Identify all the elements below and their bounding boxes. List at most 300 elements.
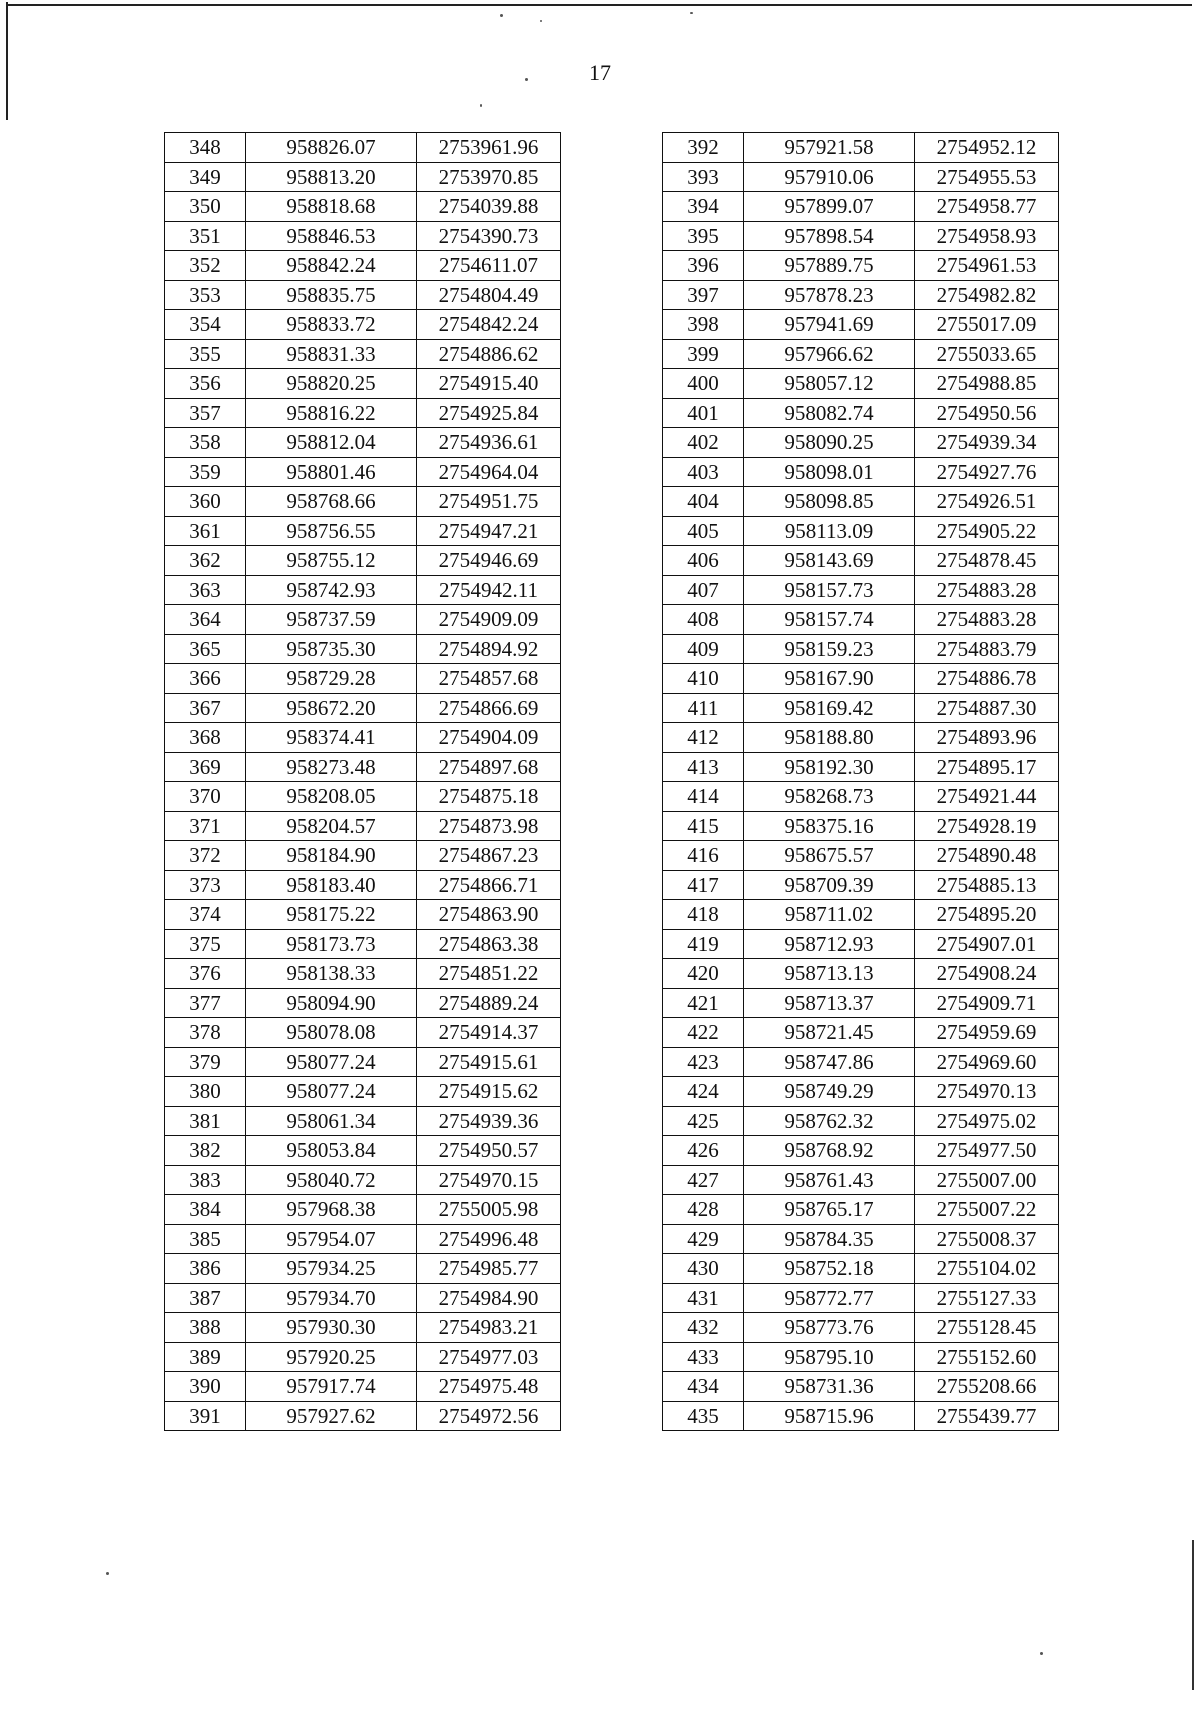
x-coordinate-cell: 958057.12 bbox=[744, 369, 915, 399]
x-coordinate-cell: 958268.73 bbox=[744, 782, 915, 812]
x-coordinate-cell: 958761.43 bbox=[744, 1165, 915, 1195]
point-number-cell: 415 bbox=[663, 811, 744, 841]
x-coordinate-cell: 958831.33 bbox=[246, 339, 417, 369]
y-coordinate-cell: 2754983.21 bbox=[417, 1313, 561, 1343]
x-coordinate-cell: 958208.05 bbox=[246, 782, 417, 812]
table-row bbox=[663, 929, 1059, 959]
x-coordinate-cell: 958053.84 bbox=[246, 1136, 417, 1166]
table-row bbox=[165, 162, 561, 192]
y-coordinate-cell: 2754895.20 bbox=[915, 900, 1059, 930]
x-coordinate-cell: 958729.28 bbox=[246, 664, 417, 694]
x-coordinate-cell: 957921.58 bbox=[744, 133, 915, 163]
point-number-cell: 385 bbox=[165, 1224, 246, 1254]
table-row bbox=[165, 1372, 561, 1402]
coordinates-table-left bbox=[164, 132, 561, 1431]
y-coordinate-cell: 2754895.17 bbox=[915, 752, 1059, 782]
table-row bbox=[663, 1313, 1059, 1343]
point-number-cell: 424 bbox=[663, 1077, 744, 1107]
y-coordinate-cell: 2754970.15 bbox=[417, 1165, 561, 1195]
point-number-cell: 432 bbox=[663, 1313, 744, 1343]
point-number-cell: 383 bbox=[165, 1165, 246, 1195]
y-coordinate-cell: 2754863.38 bbox=[417, 929, 561, 959]
point-number-cell: 364 bbox=[165, 605, 246, 635]
scan-speck bbox=[106, 1572, 109, 1575]
point-number-cell: 395 bbox=[663, 221, 744, 251]
table-row bbox=[165, 280, 561, 310]
y-coordinate-cell: 2755008.37 bbox=[915, 1224, 1059, 1254]
table-row bbox=[663, 428, 1059, 458]
table-row bbox=[663, 133, 1059, 163]
table-row bbox=[165, 1224, 561, 1254]
x-coordinate-cell: 958094.90 bbox=[246, 988, 417, 1018]
y-coordinate-cell: 2755104.02 bbox=[915, 1254, 1059, 1284]
point-number-cell: 359 bbox=[165, 457, 246, 487]
x-coordinate-cell: 958812.04 bbox=[246, 428, 417, 458]
x-coordinate-cell: 958167.90 bbox=[744, 664, 915, 694]
x-coordinate-cell: 957878.23 bbox=[744, 280, 915, 310]
y-coordinate-cell: 2754928.19 bbox=[915, 811, 1059, 841]
x-coordinate-cell: 958818.68 bbox=[246, 192, 417, 222]
table-row bbox=[165, 1106, 561, 1136]
y-coordinate-cell: 2755007.00 bbox=[915, 1165, 1059, 1195]
point-number-cell: 355 bbox=[165, 339, 246, 369]
table-row bbox=[663, 1195, 1059, 1225]
coordinates-table-right bbox=[662, 132, 1059, 1431]
table-row bbox=[165, 133, 561, 163]
table-row bbox=[663, 870, 1059, 900]
x-coordinate-cell: 958773.76 bbox=[744, 1313, 915, 1343]
y-coordinate-cell: 2754951.75 bbox=[417, 487, 561, 517]
point-number-cell: 386 bbox=[165, 1254, 246, 1284]
scan-edge-right bbox=[1192, 1540, 1194, 1690]
table-row bbox=[663, 988, 1059, 1018]
point-number-cell: 420 bbox=[663, 959, 744, 989]
point-number-cell: 404 bbox=[663, 487, 744, 517]
x-coordinate-cell: 957898.54 bbox=[744, 221, 915, 251]
x-coordinate-cell: 957920.25 bbox=[246, 1342, 417, 1372]
y-coordinate-cell: 2754905.22 bbox=[915, 516, 1059, 546]
y-coordinate-cell: 2754842.24 bbox=[417, 310, 561, 340]
y-coordinate-cell: 2754939.34 bbox=[915, 428, 1059, 458]
table-row bbox=[165, 1342, 561, 1372]
point-number-cell: 414 bbox=[663, 782, 744, 812]
point-number-cell: 365 bbox=[165, 634, 246, 664]
table-row bbox=[663, 664, 1059, 694]
y-coordinate-cell: 2754977.03 bbox=[417, 1342, 561, 1372]
scan-edge-top bbox=[8, 4, 1192, 6]
x-coordinate-cell: 958795.10 bbox=[744, 1342, 915, 1372]
table-row bbox=[165, 1018, 561, 1048]
y-coordinate-cell: 2754947.21 bbox=[417, 516, 561, 546]
x-coordinate-cell: 958731.36 bbox=[744, 1372, 915, 1402]
y-coordinate-cell: 2755208.66 bbox=[915, 1372, 1059, 1402]
point-number-cell: 389 bbox=[165, 1342, 246, 1372]
point-number-cell: 412 bbox=[663, 723, 744, 753]
x-coordinate-cell: 958090.25 bbox=[744, 428, 915, 458]
y-coordinate-cell: 2754907.01 bbox=[915, 929, 1059, 959]
point-number-cell: 382 bbox=[165, 1136, 246, 1166]
point-number-cell: 413 bbox=[663, 752, 744, 782]
point-number-cell: 381 bbox=[165, 1106, 246, 1136]
x-coordinate-cell: 958784.35 bbox=[744, 1224, 915, 1254]
point-number-cell: 374 bbox=[165, 900, 246, 930]
y-coordinate-cell: 2754897.68 bbox=[417, 752, 561, 782]
table-row bbox=[663, 723, 1059, 753]
point-number-cell: 418 bbox=[663, 900, 744, 930]
table-row bbox=[663, 162, 1059, 192]
y-coordinate-cell: 2754866.69 bbox=[417, 693, 561, 723]
table-row bbox=[663, 516, 1059, 546]
point-number-cell: 399 bbox=[663, 339, 744, 369]
x-coordinate-cell: 958204.57 bbox=[246, 811, 417, 841]
x-coordinate-cell: 958820.25 bbox=[246, 369, 417, 399]
table-row bbox=[165, 988, 561, 1018]
table-row bbox=[663, 280, 1059, 310]
table-row bbox=[165, 339, 561, 369]
y-coordinate-cell: 2754867.23 bbox=[417, 841, 561, 871]
x-coordinate-cell: 958772.77 bbox=[744, 1283, 915, 1313]
point-number-cell: 384 bbox=[165, 1195, 246, 1225]
table-row bbox=[663, 546, 1059, 576]
table-row bbox=[165, 487, 561, 517]
y-coordinate-cell: 2754977.50 bbox=[915, 1136, 1059, 1166]
x-coordinate-cell: 958833.72 bbox=[246, 310, 417, 340]
x-coordinate-cell: 958768.66 bbox=[246, 487, 417, 517]
table-row bbox=[663, 310, 1059, 340]
point-number-cell: 409 bbox=[663, 634, 744, 664]
x-coordinate-cell: 958709.39 bbox=[744, 870, 915, 900]
point-number-cell: 427 bbox=[663, 1165, 744, 1195]
x-coordinate-cell: 958711.02 bbox=[744, 900, 915, 930]
scan-speck bbox=[500, 14, 503, 17]
x-coordinate-cell: 958835.75 bbox=[246, 280, 417, 310]
x-coordinate-cell: 958737.59 bbox=[246, 605, 417, 635]
point-number-cell: 371 bbox=[165, 811, 246, 841]
scan-speck bbox=[540, 20, 542, 22]
y-coordinate-cell: 2754915.40 bbox=[417, 369, 561, 399]
point-number-cell: 410 bbox=[663, 664, 744, 694]
x-coordinate-cell: 958273.48 bbox=[246, 752, 417, 782]
table-row bbox=[663, 339, 1059, 369]
table-row bbox=[165, 1136, 561, 1166]
table-row bbox=[663, 1401, 1059, 1431]
point-number-cell: 391 bbox=[165, 1401, 246, 1431]
y-coordinate-cell: 2754985.77 bbox=[417, 1254, 561, 1284]
table-row bbox=[663, 1136, 1059, 1166]
point-number-cell: 429 bbox=[663, 1224, 744, 1254]
x-coordinate-cell: 958184.90 bbox=[246, 841, 417, 871]
table-row bbox=[663, 1224, 1059, 1254]
x-coordinate-cell: 958742.93 bbox=[246, 575, 417, 605]
point-number-cell: 360 bbox=[165, 487, 246, 517]
y-coordinate-cell: 2754890.48 bbox=[915, 841, 1059, 871]
table-row bbox=[165, 192, 561, 222]
table-row bbox=[165, 1195, 561, 1225]
y-coordinate-cell: 2754964.04 bbox=[417, 457, 561, 487]
y-coordinate-cell: 2754857.68 bbox=[417, 664, 561, 694]
x-coordinate-cell: 957917.74 bbox=[246, 1372, 417, 1402]
table-row bbox=[663, 1106, 1059, 1136]
x-coordinate-cell: 957934.70 bbox=[246, 1283, 417, 1313]
y-coordinate-cell: 2754039.88 bbox=[417, 192, 561, 222]
table-row bbox=[663, 457, 1059, 487]
table-row bbox=[663, 575, 1059, 605]
point-number-cell: 375 bbox=[165, 929, 246, 959]
table-row bbox=[165, 1401, 561, 1431]
y-coordinate-cell: 2754851.22 bbox=[417, 959, 561, 989]
x-coordinate-cell: 958082.74 bbox=[744, 398, 915, 428]
point-number-cell: 351 bbox=[165, 221, 246, 251]
y-coordinate-cell: 2754915.61 bbox=[417, 1047, 561, 1077]
table-row bbox=[165, 1283, 561, 1313]
x-coordinate-cell: 958183.40 bbox=[246, 870, 417, 900]
table-row bbox=[165, 664, 561, 694]
table-row bbox=[165, 221, 561, 251]
table-row bbox=[165, 723, 561, 753]
x-coordinate-cell: 958735.30 bbox=[246, 634, 417, 664]
x-coordinate-cell: 958755.12 bbox=[246, 546, 417, 576]
table-row bbox=[663, 221, 1059, 251]
point-number-cell: 407 bbox=[663, 575, 744, 605]
y-coordinate-cell: 2754939.36 bbox=[417, 1106, 561, 1136]
x-coordinate-cell: 957934.25 bbox=[246, 1254, 417, 1284]
point-number-cell: 406 bbox=[663, 546, 744, 576]
table-row bbox=[663, 1283, 1059, 1313]
point-number-cell: 416 bbox=[663, 841, 744, 871]
table-row bbox=[165, 900, 561, 930]
x-coordinate-cell: 958077.24 bbox=[246, 1047, 417, 1077]
x-coordinate-cell: 958768.92 bbox=[744, 1136, 915, 1166]
x-coordinate-cell: 957966.62 bbox=[744, 339, 915, 369]
table-row bbox=[165, 1077, 561, 1107]
table-row bbox=[663, 1047, 1059, 1077]
table-row bbox=[165, 811, 561, 841]
y-coordinate-cell: 2754863.90 bbox=[417, 900, 561, 930]
table-row bbox=[165, 1254, 561, 1284]
table-row bbox=[165, 516, 561, 546]
table-row bbox=[165, 870, 561, 900]
point-number-cell: 387 bbox=[165, 1283, 246, 1313]
y-coordinate-cell: 2754915.62 bbox=[417, 1077, 561, 1107]
table-row bbox=[663, 251, 1059, 281]
x-coordinate-cell: 958713.13 bbox=[744, 959, 915, 989]
y-coordinate-cell: 2754886.78 bbox=[915, 664, 1059, 694]
point-number-cell: 357 bbox=[165, 398, 246, 428]
table-row bbox=[663, 1342, 1059, 1372]
x-coordinate-cell: 958374.41 bbox=[246, 723, 417, 753]
point-number-cell: 421 bbox=[663, 988, 744, 1018]
table-row bbox=[663, 369, 1059, 399]
x-coordinate-cell: 958749.29 bbox=[744, 1077, 915, 1107]
point-number-cell: 419 bbox=[663, 929, 744, 959]
point-number-cell: 434 bbox=[663, 1372, 744, 1402]
y-coordinate-cell: 2754885.13 bbox=[915, 870, 1059, 900]
table-row bbox=[663, 1077, 1059, 1107]
point-number-cell: 428 bbox=[663, 1195, 744, 1225]
table-row bbox=[663, 1165, 1059, 1195]
x-coordinate-cell: 958169.42 bbox=[744, 693, 915, 723]
x-coordinate-cell: 958173.73 bbox=[246, 929, 417, 959]
table-row bbox=[663, 693, 1059, 723]
point-number-cell: 356 bbox=[165, 369, 246, 399]
y-coordinate-cell: 2755005.98 bbox=[417, 1195, 561, 1225]
x-coordinate-cell: 958747.86 bbox=[744, 1047, 915, 1077]
table-row bbox=[165, 546, 561, 576]
y-coordinate-cell: 2754873.98 bbox=[417, 811, 561, 841]
x-coordinate-cell: 958826.07 bbox=[246, 133, 417, 163]
y-coordinate-cell: 2754889.24 bbox=[417, 988, 561, 1018]
x-coordinate-cell: 957954.07 bbox=[246, 1224, 417, 1254]
x-coordinate-cell: 958765.17 bbox=[744, 1195, 915, 1225]
table-row bbox=[663, 959, 1059, 989]
x-coordinate-cell: 958752.18 bbox=[744, 1254, 915, 1284]
point-number-cell: 377 bbox=[165, 988, 246, 1018]
x-coordinate-cell: 958157.74 bbox=[744, 605, 915, 635]
point-number-cell: 393 bbox=[663, 162, 744, 192]
y-coordinate-cell: 2754883.28 bbox=[915, 575, 1059, 605]
y-coordinate-cell: 2754959.69 bbox=[915, 1018, 1059, 1048]
point-number-cell: 350 bbox=[165, 192, 246, 222]
point-number-cell: 369 bbox=[165, 752, 246, 782]
x-coordinate-cell: 958159.23 bbox=[744, 634, 915, 664]
table-row bbox=[663, 752, 1059, 782]
x-coordinate-cell: 958672.20 bbox=[246, 693, 417, 723]
point-number-cell: 376 bbox=[165, 959, 246, 989]
y-coordinate-cell: 2754804.49 bbox=[417, 280, 561, 310]
point-number-cell: 405 bbox=[663, 516, 744, 546]
scan-speck bbox=[1040, 1652, 1043, 1655]
point-number-cell: 379 bbox=[165, 1047, 246, 1077]
x-coordinate-cell: 958816.22 bbox=[246, 398, 417, 428]
y-coordinate-cell: 2754975.48 bbox=[417, 1372, 561, 1402]
y-coordinate-cell: 2754914.37 bbox=[417, 1018, 561, 1048]
point-number-cell: 433 bbox=[663, 1342, 744, 1372]
x-coordinate-cell: 958675.57 bbox=[744, 841, 915, 871]
table-row bbox=[663, 811, 1059, 841]
y-coordinate-cell: 2754988.85 bbox=[915, 369, 1059, 399]
y-coordinate-cell: 2754908.24 bbox=[915, 959, 1059, 989]
x-coordinate-cell: 958040.72 bbox=[246, 1165, 417, 1195]
x-coordinate-cell: 957968.38 bbox=[246, 1195, 417, 1225]
point-number-cell: 370 bbox=[165, 782, 246, 812]
y-coordinate-cell: 2754886.62 bbox=[417, 339, 561, 369]
point-number-cell: 392 bbox=[663, 133, 744, 163]
x-coordinate-cell: 958813.20 bbox=[246, 162, 417, 192]
table-row bbox=[165, 929, 561, 959]
y-coordinate-cell: 2754866.71 bbox=[417, 870, 561, 900]
x-coordinate-cell: 958175.22 bbox=[246, 900, 417, 930]
table-row bbox=[663, 192, 1059, 222]
point-number-cell: 426 bbox=[663, 1136, 744, 1166]
point-number-cell: 431 bbox=[663, 1283, 744, 1313]
y-coordinate-cell: 2754958.77 bbox=[915, 192, 1059, 222]
point-number-cell: 373 bbox=[165, 870, 246, 900]
table-row bbox=[165, 398, 561, 428]
x-coordinate-cell: 958138.33 bbox=[246, 959, 417, 989]
y-coordinate-cell: 2754961.53 bbox=[915, 251, 1059, 281]
table-row bbox=[165, 693, 561, 723]
y-coordinate-cell: 2754958.93 bbox=[915, 221, 1059, 251]
x-coordinate-cell: 958721.45 bbox=[744, 1018, 915, 1048]
y-coordinate-cell: 2754975.02 bbox=[915, 1106, 1059, 1136]
page-number: 17 bbox=[589, 60, 611, 85]
point-number-cell: 411 bbox=[663, 693, 744, 723]
y-coordinate-cell: 2755152.60 bbox=[915, 1342, 1059, 1372]
x-coordinate-cell: 958715.96 bbox=[744, 1401, 915, 1431]
y-coordinate-cell: 2754904.09 bbox=[417, 723, 561, 753]
point-number-cell: 367 bbox=[165, 693, 246, 723]
table-row bbox=[663, 841, 1059, 871]
y-coordinate-cell: 2754921.44 bbox=[915, 782, 1059, 812]
y-coordinate-cell: 2754909.09 bbox=[417, 605, 561, 635]
point-number-cell: 430 bbox=[663, 1254, 744, 1284]
x-coordinate-cell: 958157.73 bbox=[744, 575, 915, 605]
y-coordinate-cell: 2754893.96 bbox=[915, 723, 1059, 753]
y-coordinate-cell: 2754950.57 bbox=[417, 1136, 561, 1166]
y-coordinate-cell: 2754996.48 bbox=[417, 1224, 561, 1254]
table-row bbox=[165, 457, 561, 487]
y-coordinate-cell: 2754982.82 bbox=[915, 280, 1059, 310]
y-coordinate-cell: 2754883.79 bbox=[915, 634, 1059, 664]
point-number-cell: 403 bbox=[663, 457, 744, 487]
x-coordinate-cell: 957899.07 bbox=[744, 192, 915, 222]
y-coordinate-cell: 2754955.53 bbox=[915, 162, 1059, 192]
x-coordinate-cell: 957930.30 bbox=[246, 1313, 417, 1343]
point-number-cell: 401 bbox=[663, 398, 744, 428]
x-coordinate-cell: 958078.08 bbox=[246, 1018, 417, 1048]
point-number-cell: 354 bbox=[165, 310, 246, 340]
table-row bbox=[663, 1372, 1059, 1402]
y-coordinate-cell: 2754936.61 bbox=[417, 428, 561, 458]
x-coordinate-cell: 958846.53 bbox=[246, 221, 417, 251]
point-number-cell: 380 bbox=[165, 1077, 246, 1107]
x-coordinate-cell: 958756.55 bbox=[246, 516, 417, 546]
table-row bbox=[663, 398, 1059, 428]
table-row bbox=[663, 634, 1059, 664]
y-coordinate-cell: 2755033.65 bbox=[915, 339, 1059, 369]
table-row bbox=[165, 1165, 561, 1195]
point-number-cell: 363 bbox=[165, 575, 246, 605]
table-row bbox=[663, 605, 1059, 635]
x-coordinate-cell: 958712.93 bbox=[744, 929, 915, 959]
y-coordinate-cell: 2754611.07 bbox=[417, 251, 561, 281]
point-number-cell: 422 bbox=[663, 1018, 744, 1048]
table-row bbox=[165, 369, 561, 399]
table-row bbox=[165, 605, 561, 635]
x-coordinate-cell: 958098.01 bbox=[744, 457, 915, 487]
point-number-cell: 353 bbox=[165, 280, 246, 310]
x-coordinate-cell: 957941.69 bbox=[744, 310, 915, 340]
table-row bbox=[663, 1254, 1059, 1284]
point-number-cell: 408 bbox=[663, 605, 744, 635]
y-coordinate-cell: 2754909.71 bbox=[915, 988, 1059, 1018]
x-coordinate-cell: 957889.75 bbox=[744, 251, 915, 281]
point-number-cell: 358 bbox=[165, 428, 246, 458]
table-row bbox=[165, 310, 561, 340]
scan-speck bbox=[480, 104, 482, 107]
point-number-cell: 423 bbox=[663, 1047, 744, 1077]
x-coordinate-cell: 958077.24 bbox=[246, 1077, 417, 1107]
x-coordinate-cell: 958842.24 bbox=[246, 251, 417, 281]
point-number-cell: 348 bbox=[165, 133, 246, 163]
scan-speck bbox=[690, 12, 693, 14]
table-row bbox=[165, 782, 561, 812]
point-number-cell: 366 bbox=[165, 664, 246, 694]
x-coordinate-cell: 958188.80 bbox=[744, 723, 915, 753]
x-coordinate-cell: 958061.34 bbox=[246, 1106, 417, 1136]
point-number-cell: 396 bbox=[663, 251, 744, 281]
point-number-cell: 397 bbox=[663, 280, 744, 310]
